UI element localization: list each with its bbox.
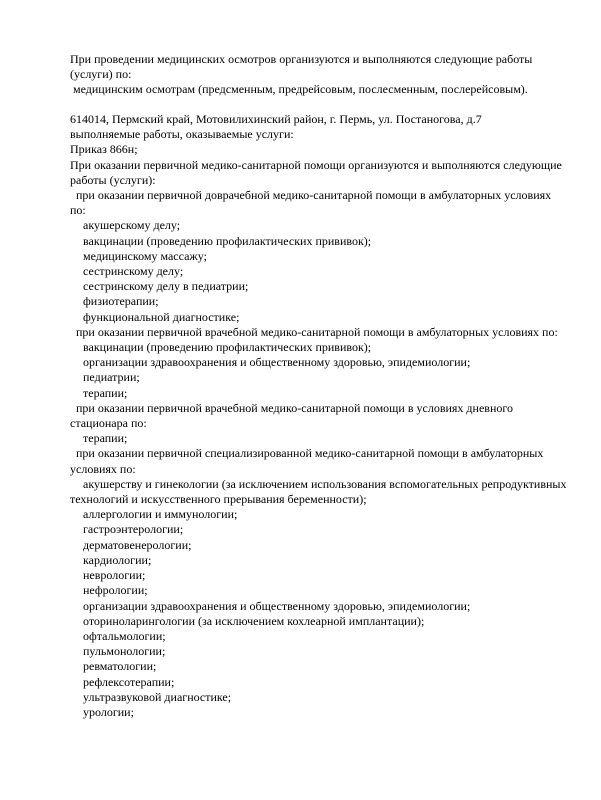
list-item: нефрологии; [83, 583, 148, 598]
text-line: по: [70, 203, 86, 218]
list-item: офтальмологии; [83, 628, 166, 643]
address-line: 614014, Пермский край, Мотовилихинский район, г. Пермь, ул. Постаногова, д.7 [70, 112, 482, 126]
list-item: аллергологии и иммунологии; [83, 507, 238, 522]
list-item: дерматовенерологии; [83, 537, 192, 552]
list-item: рефлексотерапии; [83, 674, 175, 689]
text-line: При проведении медицинских осмотров организуются и выполняются следующие работы [70, 52, 533, 66]
list-item: ультразвуковой диагностике; [83, 689, 232, 704]
list-item: сестринскому делу; [83, 264, 184, 279]
text-line: технологий и искусственного прерывания беременности); [70, 492, 367, 507]
list-item: вакцинации (проведению профилактических прививок); [83, 340, 372, 355]
text-line: работы (услуги): [70, 172, 156, 187]
section-heading: при оказании первичной врачебной медико-санитарной помощи в амбулаторных условиях по: [76, 324, 558, 339]
list-item: вакцинации (проведению профилактических прививок); [83, 233, 372, 248]
list-item: неврологии; [83, 568, 146, 583]
list-item: терапии; [83, 431, 128, 446]
text-line: стационара по: [70, 416, 147, 431]
list-item: ревматологии; [83, 659, 157, 674]
list-item: физиотерапии; [83, 294, 159, 309]
list-item: кардиологии; [83, 552, 152, 567]
text-line: условиях по: [70, 461, 136, 476]
list-item: гастроэнтерологии; [83, 522, 184, 537]
list-item: функциональной диагностике; [83, 309, 240, 324]
text-line: (услуги) по: [70, 67, 132, 82]
list-item: оториноларингологии (за исключением кохлеарной имплантации); [83, 613, 425, 628]
list-item: организации здравоохранения и общественному здоровью, эпидемиологии; [83, 355, 471, 370]
list-item: пульмонологии; [83, 644, 166, 659]
text-line: выполняемые работы, оказываемые услуги: [70, 127, 294, 142]
list-item: медицинскому массажу; [83, 248, 207, 263]
section-heading: при оказании первичной врачебной медико-санитарной помощи в условиях дневного [76, 400, 513, 415]
list-item: акушерскому делу; [83, 218, 181, 233]
list-item: педиатрии; [83, 370, 140, 385]
address-services-section [70, 112, 570, 720]
text-line: медицинским осмотрам (предсменным, предрейсовым, послесменным, послерейсовым). [73, 82, 528, 97]
order-reference: Приказ 866н; [70, 142, 138, 157]
list-item: акушерству и гинекологии (за исключением использования вспомогательных репродуктивных [83, 476, 567, 491]
list-item: сестринскому делу в педиатрии; [83, 279, 249, 294]
section-heading: при оказании первичной специализированной медико-санитарной помощи в амбулаторных [76, 446, 544, 461]
medical-checkup-section [70, 52, 570, 98]
list-item: организации здравоохранения и общественному здоровью, эпидемиологии; [83, 598, 471, 613]
list-item: урологии; [83, 704, 134, 719]
section-heading: при оказании первичной доврачебной медико-санитарной помощи в амбулаторных условиях [76, 188, 552, 203]
text-line: При оказании первичной медико-санитарной помощи организуются и выполняются следующие [70, 157, 562, 172]
list-item: терапии; [83, 385, 128, 400]
